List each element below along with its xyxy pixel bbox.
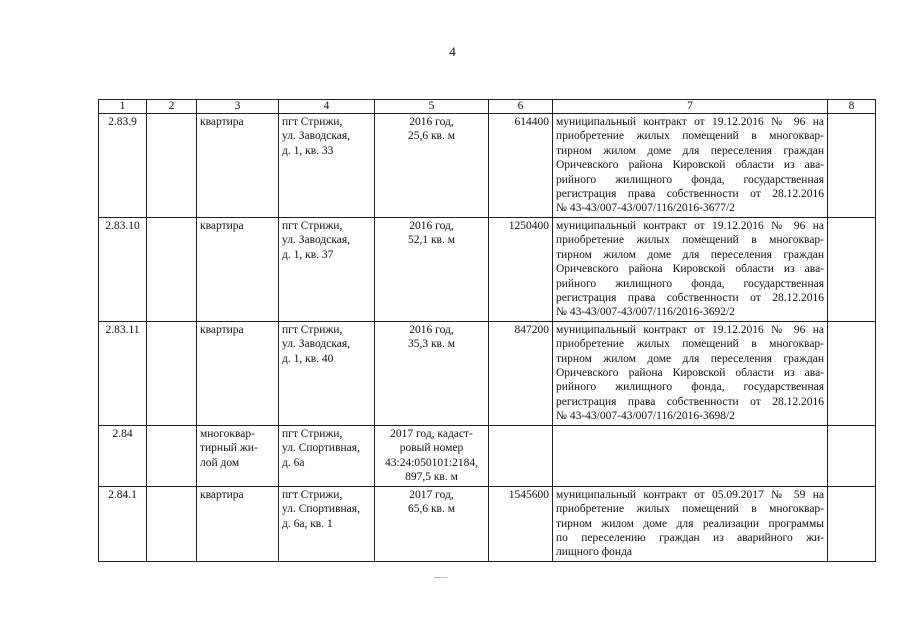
address-cell-line: ул. Спортивная, xyxy=(282,503,360,516)
address-cell xyxy=(279,425,375,486)
column-header: 6 xyxy=(489,100,553,114)
column-8-cell xyxy=(828,218,876,322)
document-cell-line: муниципальный контракт от 05.09.2017 № 59 на xyxy=(556,488,824,501)
document-cell-line: приобретение жилых помещений в многоквар- xyxy=(556,338,824,351)
document-cell-line: лищного фонда xyxy=(556,546,633,559)
address-cell xyxy=(279,218,375,322)
column-header: 3 xyxy=(197,100,279,114)
column-2-cell xyxy=(147,321,197,425)
cost-cell: 847200 xyxy=(489,321,553,425)
column-header: 1 xyxy=(99,100,147,114)
document-cell-line: рийного жилищного фонда, государственная xyxy=(556,381,824,394)
table-body xyxy=(99,114,876,562)
document-cell-line: регистрация права собственности от 28.12.2016 xyxy=(556,395,824,408)
document-cell xyxy=(553,425,828,486)
column-8-cell xyxy=(828,114,876,218)
address-cell-line: пгт Стрижи, xyxy=(282,488,343,501)
document-cell-line: № 43-43/007-43/007/116/2016-3698/2 xyxy=(556,410,735,423)
parameters-cell-line: 43:24:050101:2184, xyxy=(385,456,478,469)
document-cell-line: № 43-43/007-43/007/116/2016-3677/2 xyxy=(556,202,735,215)
column-2-cell xyxy=(147,486,197,561)
parameters-cell xyxy=(375,425,489,486)
parameters-cell-line: 35,3 кв. м xyxy=(407,338,456,351)
address-cell-line: пгт Стрижи, xyxy=(282,220,343,232)
table-row xyxy=(99,218,876,322)
column-2-cell xyxy=(147,218,197,322)
document-cell-line: тирном жилом доме для реализации программы xyxy=(556,517,824,530)
column-header: 5 xyxy=(375,100,489,114)
row-number-cell: 2.83.11 xyxy=(99,321,147,425)
object-type-cell-line: многоквар- xyxy=(200,427,255,440)
address-cell-line: д. 1, кв. 33 xyxy=(282,144,334,157)
row-number-cell: 2.83.10 xyxy=(99,218,147,322)
column-8-cell xyxy=(828,425,876,486)
object-type-cell xyxy=(197,425,279,486)
document-cell-line: приобретение жилых помещений в многоквар- xyxy=(556,503,824,516)
table-row xyxy=(99,321,876,425)
column-header: 2 xyxy=(147,100,197,114)
document-cell xyxy=(553,321,828,425)
address-cell xyxy=(279,321,375,425)
parameters-cell-line: 2016 год, xyxy=(409,323,454,336)
parameters-cell xyxy=(375,321,489,425)
address-cell-line: пгт Стрижи, xyxy=(282,116,343,128)
parameters-cell-line: 2017 год, кадаст- xyxy=(390,427,473,440)
document-cell-line: тирном жилом доме для переселения граждан xyxy=(556,352,824,365)
table-row xyxy=(99,114,876,218)
parameters-cell-line: 2016 год, xyxy=(409,116,454,128)
column-header: 4 xyxy=(279,100,375,114)
parameters-cell-line: 52,1 кв. м xyxy=(407,234,456,247)
cost-cell xyxy=(489,425,553,486)
object-type-cell-line: квартира xyxy=(200,116,244,128)
address-cell-line: ул. Заводская, xyxy=(282,130,351,143)
row-number-cell: 2.84 xyxy=(99,425,147,486)
parameters-cell-line: ровый номер xyxy=(399,442,464,455)
document-cell-line: рийного жилищного фонда, государственная xyxy=(556,173,824,186)
row-number-cell: 2.83.9 xyxy=(99,114,147,218)
document-cell-line: муниципальный контракт от 19.12.2016 № 96 на xyxy=(556,220,824,232)
document-cell xyxy=(553,114,828,218)
page-number: 4 xyxy=(449,44,456,59)
parameters-cell-line: 2016 год, xyxy=(409,220,454,232)
scan-artifact xyxy=(434,577,448,578)
object-type-cell-line: лой дом xyxy=(200,456,240,469)
column-8-cell xyxy=(828,486,876,561)
object-type-cell xyxy=(197,321,279,425)
address-cell-line: ул. Заводская, xyxy=(282,338,351,351)
table-row xyxy=(99,486,876,561)
document-cell-line: рийного жилищного фонда, государственная xyxy=(556,277,824,290)
parameters-cell xyxy=(375,114,489,218)
address-cell-line: д. 6а, кв. 1 xyxy=(282,517,333,530)
column-header: 8 xyxy=(828,100,876,114)
address-cell-line: пгт Стрижи, xyxy=(282,323,343,336)
parameters-cell-line: 25,6 кв. м xyxy=(407,130,456,143)
parameters-cell-line: 65,6 кв. м xyxy=(407,503,456,516)
document-cell-line: тирном жилом доме для переселения граждан xyxy=(556,248,824,261)
document-cell-line: приобретение жилых помещений в многоквар- xyxy=(556,234,824,247)
document-cell-line: регистрация права собственности от 28.12.2016 xyxy=(556,188,824,201)
address-cell-line: ул. Заводская, xyxy=(282,234,351,247)
column-header: 7 xyxy=(553,100,828,114)
cost-cell: 1250400 xyxy=(489,218,553,322)
document-cell-line: приобретение жилых помещений в многоквар- xyxy=(556,130,824,143)
document-cell-line: Оричевского района Кировской области из ава- xyxy=(556,367,824,380)
parameters-cell xyxy=(375,486,489,561)
property-registry-table xyxy=(98,99,876,562)
address-cell xyxy=(279,114,375,218)
document-cell-line: муниципальный контракт от 19.12.2016 № 96 на xyxy=(556,323,824,336)
address-cell-line: ул. Спортивная, xyxy=(282,442,360,455)
column-8-cell xyxy=(828,321,876,425)
document-cell-line: тирном жилом доме для переселения граждан xyxy=(556,144,824,157)
parameters-cell-line: 897,5 кв. м xyxy=(405,470,458,483)
document-cell xyxy=(553,486,828,561)
header-row xyxy=(99,100,876,114)
address-cell-line: д. 1, кв. 40 xyxy=(282,352,334,365)
cost-cell: 1545600 xyxy=(489,486,553,561)
row-number-cell: 2.84.1 xyxy=(99,486,147,561)
document-cell-line: № 43-43/007-43/007/116/2016-3692/2 xyxy=(556,306,735,319)
table-row xyxy=(99,425,876,486)
parameters-cell-line: 2017 год, xyxy=(409,488,454,501)
object-type-cell-line: тирный жи- xyxy=(200,442,258,455)
document-cell-line: муниципальный контракт от 19.12.2016 № 96 на xyxy=(556,116,824,128)
object-type-cell xyxy=(197,486,279,561)
address-cell xyxy=(279,486,375,561)
parameters-cell xyxy=(375,218,489,322)
object-type-cell xyxy=(197,218,279,322)
document-cell xyxy=(553,218,828,322)
cost-cell: 614400 xyxy=(489,114,553,218)
column-2-cell xyxy=(147,425,197,486)
address-cell-line: пгт Стрижи, xyxy=(282,427,343,440)
column-2-cell xyxy=(147,114,197,218)
document-cell-line: по переселению граждан из аварийного жи- xyxy=(556,531,824,544)
document-cell-line: Оричевского района Кировской области из ава- xyxy=(556,263,824,276)
object-type-cell-line: квартира xyxy=(200,488,244,501)
address-cell-line: д. 6а xyxy=(282,456,305,469)
document-cell-line: Оричевского района Кировской области из ава- xyxy=(556,159,824,172)
object-type-cell-line: квартира xyxy=(200,323,244,336)
object-type-cell-line: квартира xyxy=(200,220,244,232)
document-cell-line: регистрация права собственности от 28.12.2016 xyxy=(556,292,824,305)
object-type-cell xyxy=(197,114,279,218)
address-cell-line: д. 1, кв. 37 xyxy=(282,248,334,261)
